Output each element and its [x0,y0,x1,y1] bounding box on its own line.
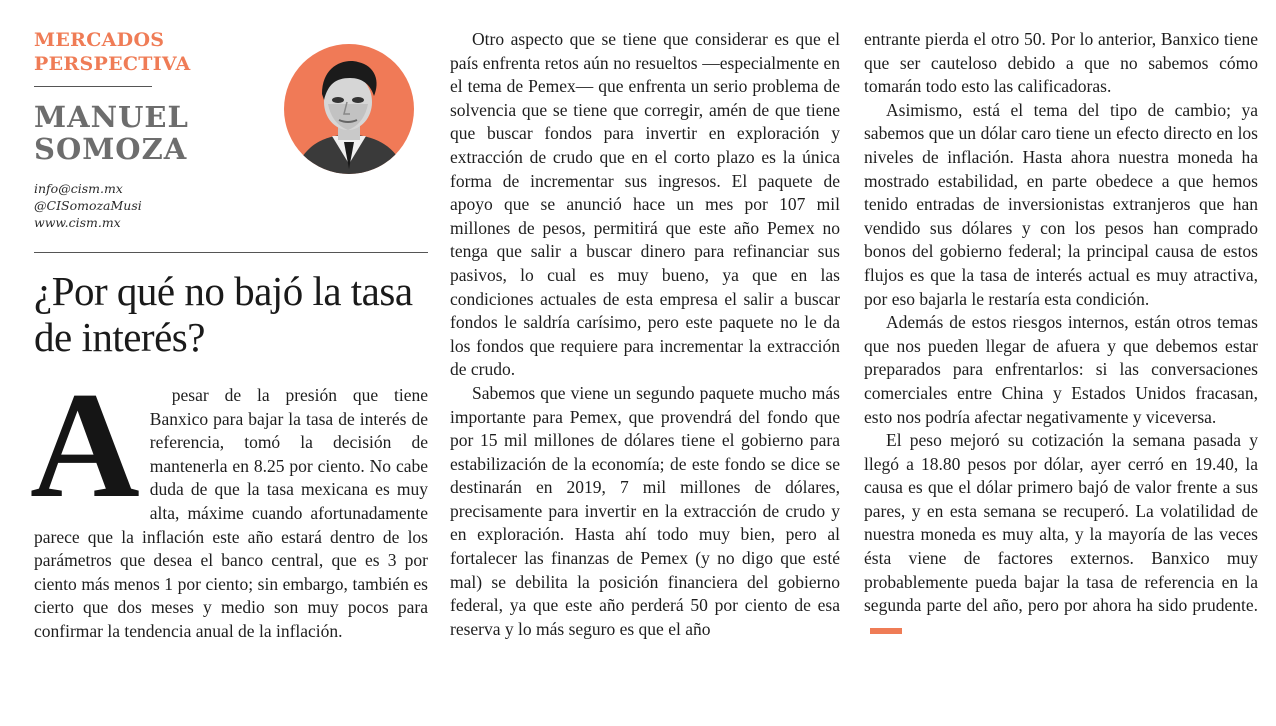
contact-twitter: @CISomozaMusi [34,198,142,213]
label-divider [34,86,152,87]
paragraph: Además de estos riesgos internos, están otros temas que nos pueden llegar de afuera y que debemos estar preparados para enfrentarlos: si las conversaciones comerciales entre China y Estados Unidos fracasan, esto nos podría afectar negativamente y viceversa. [864,312,1258,427]
headline: ¿Por qué no bajó la tasa de interés? [34,268,413,360]
paragraph: Otro aspecto que se tiene que considerar es que el país enfrenta retos aún no resueltos —especialmente en el tema de Pemex— que enfrenta un serio problema de solvencia que se tiene que corregir, amén de que tiene que buscar fondos para invertir en exploración y extracción de crudo que en el corto plazo es la única forma de incrementar sus ingresos. El paquete de apoyo que se anunció hace un mes por 107 mil millones de pesos, permitirá que este año Pemex no tenga que salir a buscar dinero para refinanciar sus pasivos, lo cual es muy bueno, ya que en las condiciones actuales de esta empresa el salir a buscar fondos le saldría carísimo, pero este paquete no le da los fondos que requiere para incrementar la extracción de crudo. [450,29,840,380]
contact-email: info@cism.mx [34,181,123,196]
contact-list [34,180,142,231]
article-body-column-1 [30,361,428,644]
drop-cap: A [30,361,140,529]
paragraph: pesar de la presión que tiene Banxico para bajar la tasa de interés de referencia, tomó la decisión de mantenerla en 8.25 por ciento. No cabe duda de que la tasa mexicana es muy alta, máxime cuando afortunadamente parece que la inflación este año estará dentro de los parámetros que desea el banco central, que es 3 por ciento más menos 1 por ciento; sin embargo, también es cierto que dos meses y medio son muy pocos para confirmar la tendencia anual de la inflación. [34,385,428,641]
paragraph-final-text: El peso mejoró su cotización la semana pasada y llegó a 18.80 pesos por dólar, ayer cerró en 19.40, la causa es que el dólar primero bajó de valor frente a sus pares, y en esta semana se recuperó. La volatilidad de nuestra moneda es muy alta, y la mayoría de las veces ésta viene de factores externos. Banxico muy probablemente pueda bajar la tasa de referencia en la segunda parte del año, pero por ahora ha sido prudente. [864,430,1258,616]
left-column [30,28,428,641]
end-mark [870,628,902,634]
author-portrait-illustration [284,44,414,174]
author-name: MANUEL SOMOZA [34,100,189,166]
headline-divider [34,252,428,253]
paragraph: Asimismo, está el tema del tipo de cambio; ya sabemos que un dólar caro tiene un efecto directo en los niveles de inflación. Hasta ahora nuestra moneda ha mostrado estabilidad, en parte obedece a que hemos tenido entradas de inversionistas extranjeros que han vendido sus dólares y con los pesos han comprado bonos del gobierno federal; la principal causa de estos flujos es que la tasa de interés actual es muy atractiva, por eso bajarla le restaría esta condición. [864,99,1258,309]
paragraph: Sabemos que viene un segundo paquete mucho más importante para Pemex, que provendrá del fondo que por 15 mil millones de dólares tiene el gobierno para estabilización de la economía; de este fondo se dice se destinarán en 2019, 7 mil millones de dólares, precisamente para invertir en la extracción de crudo y en exploración. Hasta ahí todo muy bien, pero al fortalecer las finanzas de Pemex (y no digo que esté mal) se debilita la posición financiera del gobierno federal, ya que este año perderá 50 por ciento de esa reserva y lo más seguro es que el año [450,382,840,639]
article-body-column-3 [864,28,1258,641]
paragraph: entrante pierda el otro 50. Por lo anterior, Banxico tiene que ser cauteloso debido a que no sabemos cómo tomarán todo esto las calificadoras. [864,29,1258,97]
paragraph-final [864,429,1258,641]
section-label: MERCADOS PERSPECTIVA [34,29,191,75]
article-body-column-2 [450,28,840,641]
contact-website: www.cism.mx [34,215,121,230]
author-photo [284,44,414,174]
